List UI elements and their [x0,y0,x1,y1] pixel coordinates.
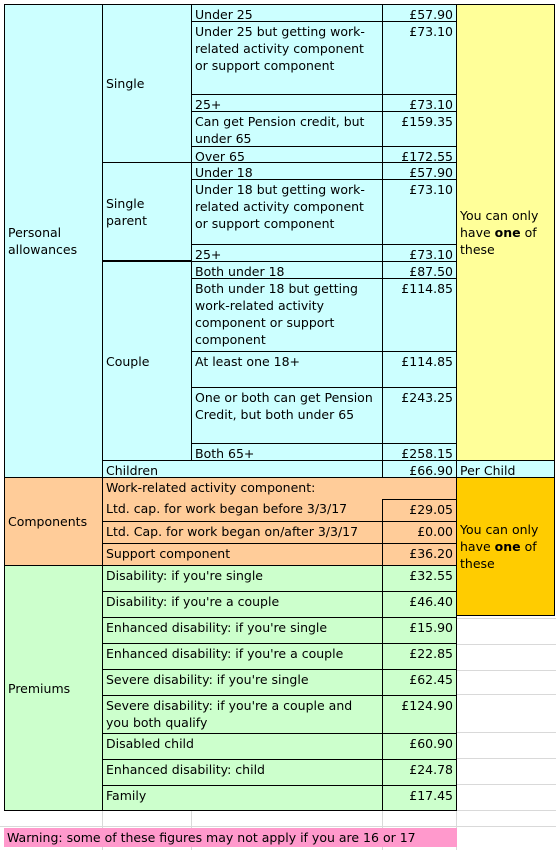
warning-banner: Warning: some of these figures may not apply if you are 16 or 17 [4,828,457,847]
table-row-desc: Both 65+ [191,443,383,461]
premiums-label-text: Premiums [8,680,71,696]
table-row-desc: Ltd. cap. for work began before 3/3/17 [102,499,383,522]
table-row-amount: £0.00 [382,521,457,544]
components-header: Work-related activity component: [102,477,456,499]
note-text-post: of these [460,539,537,571]
empty-grid-cell [456,695,556,733]
table-row-amount: £22.85 [382,643,457,670]
table-row-amount: £114.85 [382,278,457,352]
note-text-bold: one [494,539,521,554]
table-row-desc: Disability: if you're single [102,565,383,592]
table-row-amount: £159.35 [382,111,457,147]
note-text-pre: You can only have [460,522,539,554]
table-row-desc: Family [102,785,383,811]
table-row-amount: £57.90 [382,4,457,22]
table-row-desc: Under 25 [191,4,383,22]
table-row-amount: £114.85 [382,351,457,388]
table-row-desc: 25+ [191,94,383,112]
couple-label-text: Couple [106,353,150,369]
components-header-amount-empty [382,477,457,500]
table-row-desc: Severe disability: if you're single [102,669,383,696]
table-row-amount: £73.10 [382,244,457,262]
single-parent-group-label [102,162,192,261]
children-label: Children [102,460,383,478]
table-row-amount: £172.55 [382,146,457,163]
empty-grid-cell [456,759,556,785]
table-row-amount: £46.40 [382,591,457,618]
table-row-desc: Both under 18 but getting work-related activity component or support component [191,278,383,352]
empty-grid-cell [456,785,556,811]
single-group-label [102,4,192,163]
components-one-of-these-note [456,477,555,616]
table-row-desc: Disability: if you're a couple [102,591,383,618]
empty-grid-cell [456,671,556,695]
table-row-desc: At least one 18+ [191,351,383,388]
empty-grid-row [0,811,556,827]
table-row-desc: Enhanced disability: child [102,759,383,786]
table-row-desc: Can get Pension credit, but under 65 [191,111,383,147]
table-row-amount: £57.90 [382,162,457,180]
note-text [460,207,551,258]
table-row-desc: Support component [102,543,383,566]
empty-grid-cell [456,645,556,671]
note-text-post: of these [460,225,537,257]
table-row-amount: £73.10 [382,21,457,95]
table-row-amount: £24.78 [382,759,457,786]
table-row-amount: £17.45 [382,785,457,811]
table-row-amount: £87.50 [382,261,457,279]
table-row-desc: Severe disability: if you're a couple and you both qualify [102,695,383,734]
note-text-bold: one [494,225,521,240]
table-row-amount: £32.55 [382,565,457,592]
table-row-desc: 25+ [191,244,383,262]
table-row-desc: Disabled child [102,733,383,760]
components-label-text: Components [8,514,88,529]
table-row-amount: £73.10 [382,179,457,245]
table-row-amount: £60.90 [382,733,457,760]
table-row-amount: £36.20 [382,543,457,566]
children-note: Per Child [456,460,555,478]
personal-allowances-text: Personal allowances [8,225,78,257]
personal-one-of-these-note [456,4,555,461]
single-parent-label-text: Single parent [106,195,147,228]
table-row-desc: Under 25 but getting work-related activity component or support component [191,21,383,95]
note-text [460,521,551,572]
note-text-pre: You can only have [460,208,539,240]
table-row-desc: Enhanced disability: if you're single [102,617,383,644]
table-row-desc: Under 18 [191,162,383,180]
table-row-amount: £258.15 [382,443,457,461]
table-row-desc: Enhanced disability: if you're a couple [102,643,383,670]
table-row-amount: £243.25 [382,387,457,444]
personal-allowances-label [4,4,103,478]
table-row-amount: £62.45 [382,669,457,696]
table-row-amount: £124.90 [382,695,457,734]
table-row-amount: £73.10 [382,94,457,112]
table-row-desc: Ltd. Cap. for work began on/after 3/3/17 [102,521,383,544]
table-row-desc: One or both can get Pension Credit, but both under 65 [191,387,383,444]
empty-grid-cell [456,733,556,759]
table-row-amount: £29.05 [382,499,457,522]
empty-grid-cell [456,619,556,645]
table-row-desc: Under 18 but getting work-related activity component or support component [191,179,383,245]
table-row-desc: Over 65 [191,146,383,163]
premiums-label [4,565,103,811]
single-label-text: Single [106,76,145,91]
couple-group-label [102,261,192,461]
table-row-amount: £15.90 [382,617,457,644]
children-amount: £66.90 [382,460,457,478]
components-label [4,477,103,566]
table-row-desc: Both under 18 [191,261,383,279]
